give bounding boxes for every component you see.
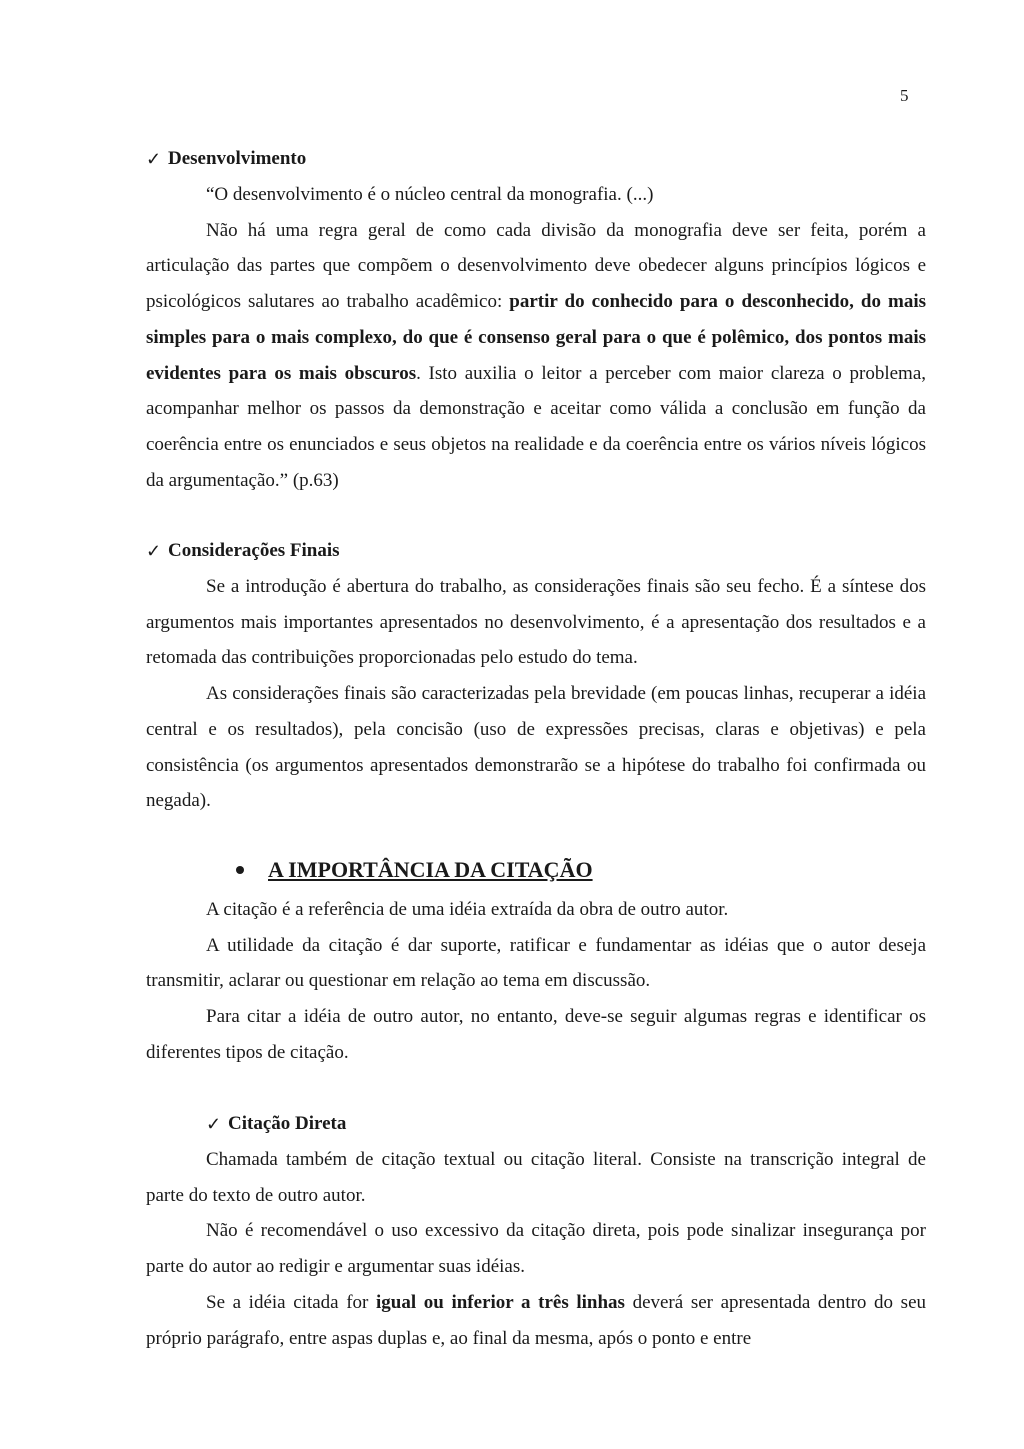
paragraph: A citação é a referência de uma idéia extraída da obra de outro autor. bbox=[206, 899, 729, 920]
bullet-icon bbox=[236, 866, 244, 874]
paragraph bbox=[146, 1285, 926, 1356]
heading-text: Desenvolvimento bbox=[168, 148, 307, 169]
paragraph: A utilidade da citação é dar suporte, ratificar e fundamentar as idéias que o autor deseja transmitir, aclarar ou questionar em relação ao tema em discussão. bbox=[146, 934, 926, 992]
paragraph: Para citar a idéia de outro autor, no entanto, deve-se seguir algumas regras e identificar os diferentes tipos de citação. bbox=[146, 1006, 926, 1063]
checkmark-icon: ✓ bbox=[146, 541, 162, 561]
section-heading bbox=[146, 533, 926, 569]
paragraph: Se a introdução é abertura do trabalho, as considerações finais são seu fecho. É a síntese dos argumentos mais importantes apresentados no desenvolvimento, é a apresentação dos resultados e a retomada das contribuições proporcionadas pelo estudo do tema. bbox=[146, 576, 926, 669]
paragraph: “O desenvolvimento é o núcleo central da monografia. (...) bbox=[206, 184, 654, 205]
checkmark-icon: ✓ bbox=[146, 149, 162, 169]
title-text: A IMPORTÂNCIA DA CITAÇÃO bbox=[268, 857, 593, 882]
section-citacao-direta bbox=[146, 1106, 926, 1356]
text-run: . Isto auxilia o leitor a perceber com maior clareza o problema, acompanhar melhor os passos da demonstração e aceitar como válida a conclusão em função da coerência entre os enunciados e seus objetos na realidade e da coerência entre os vários níveis lógicos da argumentação.” (p.63) bbox=[146, 362, 926, 491]
section-heading bbox=[146, 1106, 926, 1142]
paragraph bbox=[146, 213, 926, 499]
bold-text: partir do conhecido para o desconhecido, do mais simples para o mais complexo, do que é consenso geral para o que é polêmico, dos pontos mais evidentes para os mais obscuros bbox=[146, 291, 926, 384]
text-run: Não há uma regra geral de como cada divisão da monografia deve ser feita, porém a articulação das partes que compõem o desenvolvimento deve obedecer alguns princípios lógicos e psicológicos salutares ao trabalho acadêmico: bbox=[146, 219, 926, 313]
section-desenvolvimento bbox=[146, 141, 926, 498]
heading-text: Citação Direta bbox=[228, 1113, 347, 1134]
bold-text: igual ou inferior a três linhas bbox=[376, 1291, 625, 1313]
paragraph: Não é recomendável o uso excessivo da citação direta, pois pode sinalizar insegurança por parte do autor ao redigir e argumentar suas idéias. bbox=[146, 1220, 926, 1278]
paragraph: As considerações finais são caracterizadas pela brevidade (em poucas linhas, recuperar a idéia central e os resultados), pela concisão (uso de expressões precisas, claras e objetivas) e pela consistência (os argumentos apresentados demonstrarão se a hipótese do trabalho foi confirmada ou negada). bbox=[146, 683, 926, 812]
text-run: Se a idéia citada for bbox=[206, 1291, 377, 1313]
section-consideracoes-finais bbox=[146, 533, 926, 819]
section-citacao bbox=[146, 892, 926, 1071]
section-heading bbox=[146, 141, 926, 177]
heading-text: Considerações Finais bbox=[168, 540, 340, 561]
checkmark-icon: ✓ bbox=[206, 1114, 222, 1134]
text-run: deverá ser apresentada dentro do seu próprio parágrafo, entre aspas duplas e, ao final da mesma, após o ponto e entre bbox=[146, 1291, 927, 1349]
paragraph: Chamada também de citação textual ou citação literal. Consiste na transcrição integral de parte do texto de outro autor. bbox=[146, 1149, 926, 1206]
section-title bbox=[236, 857, 593, 883]
page-number: 5 bbox=[900, 86, 909, 105]
